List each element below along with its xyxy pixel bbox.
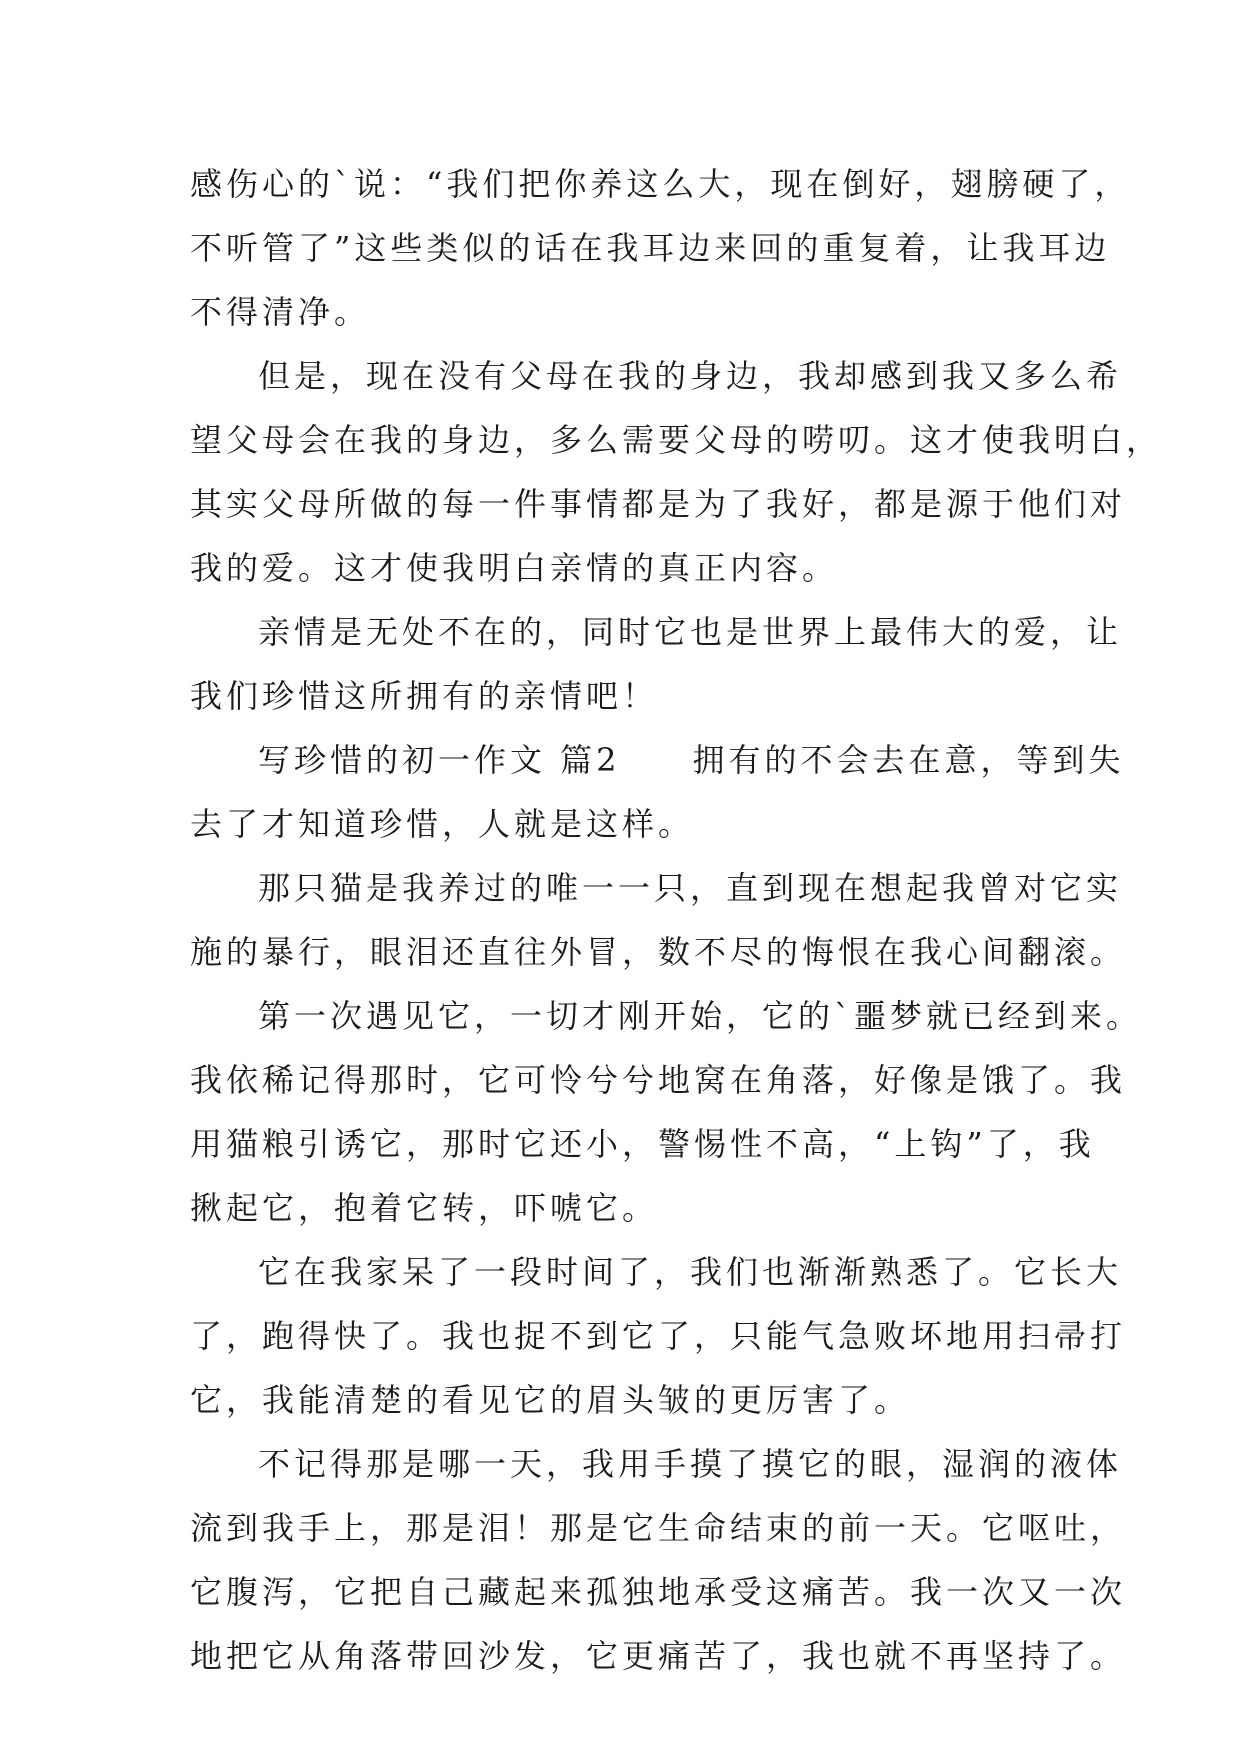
text-line: 那只猫是我养过的唯一一只，直到现在想起我曾对它实 <box>258 869 1123 907</box>
text-line: 不记得那是哪一天，我用手摸了摸它的眼，湿润的液体 <box>258 1445 1123 1483</box>
paragraph <box>190 152 1131 344</box>
text-line: 不听管了”这些类似的话在我耳边来回的重复着，让我耳边 <box>190 229 1111 267</box>
text-line: 望父母会在我的身边，多么需要父母的唠叨。这才使我明白， <box>190 421 1163 459</box>
text-line: 它，我能清楚的看见它的眉头皱的更厉害了。 <box>190 1381 911 1419</box>
paragraph <box>190 984 1143 1240</box>
text-line: 亲情是无处不在的，同时它也是世界上最伟大的爱，让 <box>258 613 1123 651</box>
text-line: 流到我手上，那是泪！那是它生命结束的前一天。它呕吐， <box>190 1509 1127 1547</box>
paragraph <box>190 856 1127 984</box>
essay-heading: 写珍惜的初一作文 篇2 <box>258 741 621 779</box>
text-line: 我的爱。这才使我明白亲情的真正内容。 <box>190 549 839 587</box>
text-line: 揪起它，抱着它转，吓唬它。 <box>190 1189 659 1227</box>
text-line: 我们珍惜这所拥有的亲情吧！ <box>190 677 659 715</box>
text-line: 施的暴行，眼泪还直往外冒，数不尽的悔恨在我心间翻滚。 <box>190 933 1127 971</box>
text-line: 第一次遇见它，一切才刚开始，它的`噩梦就已经到来。 <box>258 997 1143 1035</box>
text-line: 不得清净。 <box>190 293 371 331</box>
text-line: 了，跑得快了。我也捉不到它了，只能气急败坏地用扫帚打 <box>190 1317 1127 1355</box>
paragraph <box>190 728 1125 856</box>
text-line: 它腹泻，它把自己藏起来孤独地承受这痛苦。我一次又一次 <box>190 1573 1127 1611</box>
text-line: 但是，现在没有父母在我的身边，我却感到我又多么希 <box>258 357 1123 395</box>
heading-line <box>190 728 1125 792</box>
paragraph <box>190 1432 1127 1688</box>
text-line: 我依稀记得那时，它可怜兮兮地窝在角落，好像是饿了。我 <box>190 1061 1127 1099</box>
document-body <box>190 152 1163 1688</box>
text-line: 地把它从角落带回沙发，它更痛苦了，我也就不再坚持了。 <box>190 1637 1127 1675</box>
text-line: 感伤心的`说：“我们把你养这么大，现在倒好，翅膀硬了， <box>190 165 1131 203</box>
text-line: 去了才知道珍惜，人就是这样。 <box>190 805 695 843</box>
text-line: 其实父母所做的每一件事情都是为了我好，都是源于他们对 <box>190 485 1127 523</box>
text-line: 用猫粮引诱它，那时它还小，警惕性不高，“上钩”了，我 <box>190 1125 1095 1163</box>
paragraph <box>190 1240 1127 1432</box>
paragraph <box>190 344 1163 600</box>
text-line: 它在我家呆了一段时间了，我们也渐渐熟悉了。它长大 <box>258 1253 1123 1291</box>
text-fragment: 拥有的不会去在意，等到失 <box>692 741 1125 779</box>
paragraph <box>190 600 1123 728</box>
